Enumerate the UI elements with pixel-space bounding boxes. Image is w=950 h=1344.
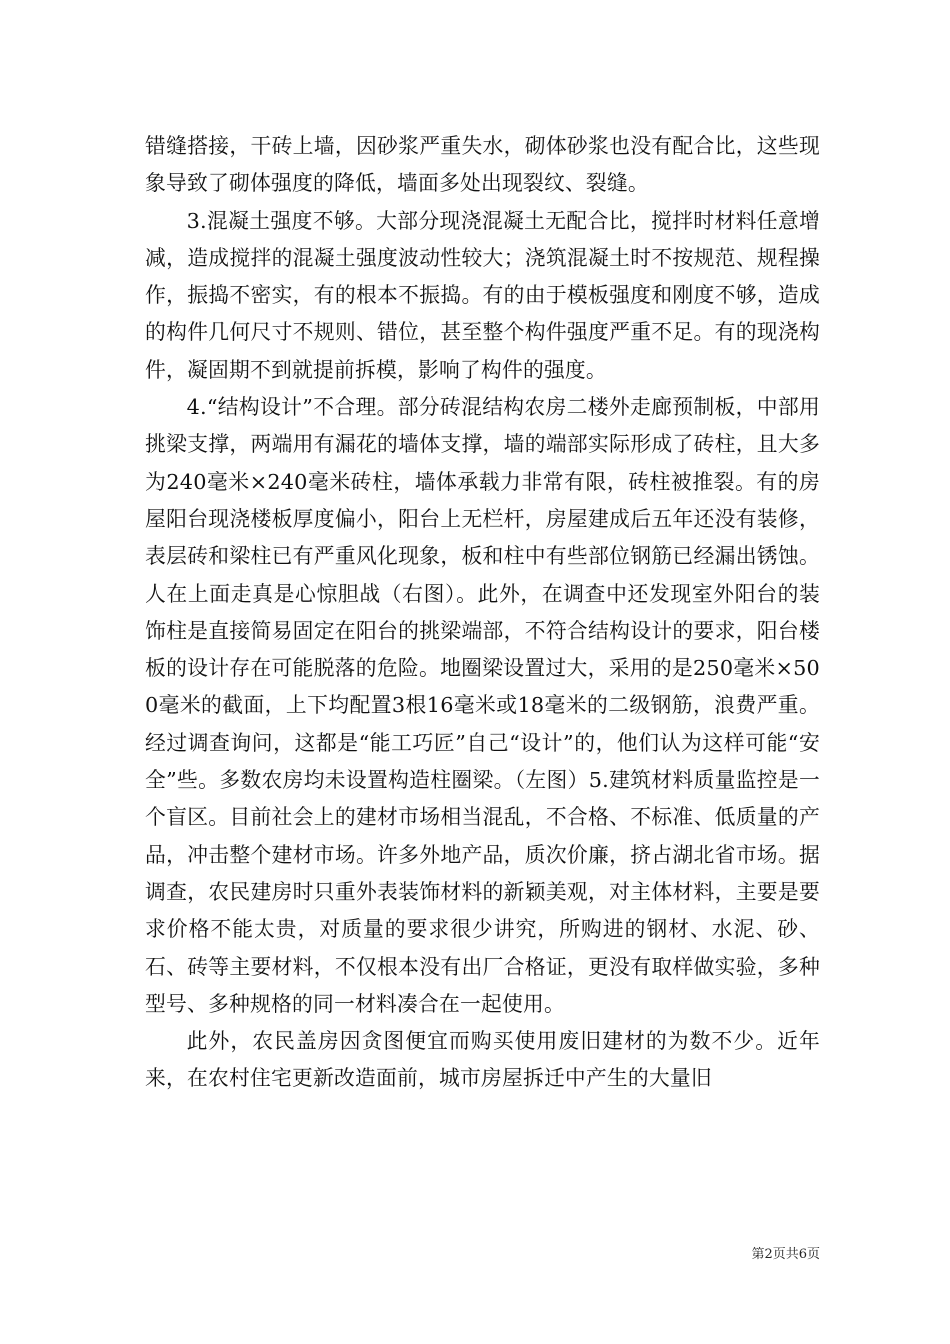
page-number-footer: 第2页共6页 xyxy=(751,1247,820,1262)
paragraph-structural-design: 4.“结构设计”不合理。部分砖混结构农房二楼外走廊预制板，中部用挑梁支撑，两端用有漏花的墙体支撑，墙的端部实际形成了砖柱，且大多为240毫米×240毫米砖柱，墙体承载力非常有限，砖柱被推裂。有的房屋阳台现浇楼板厚度偏小，阳台上无栏杆，房屋建成后五年还没有装修，表层砖和梁柱已有严重风化现象，板和柱中有些部位钢筋已经漏出锈蚀。人在上面走真是心惊胆战（右图）。此外，在调查中还发现室外阳台的装饰柱是直接简易固定在阳台的挑梁端部，不符合结构设计的要求，阳台楼板的设计存在可能脱落的危险。地圈梁设置过大，采用的是250毫米×500毫米的截面，上下均配置3根16毫米或18毫米的二级钢筋，浪费严重。经过调查询问，这都是“能工巧匠”自己“设计”的，他们认为这样可能“安全”些。多数农房均未设置构造柱圈梁。（左图）5.建筑材料质量监控是一个盲区。目前社会上的建材市场相当混乱，不合格、不标准、低质量的产品，冲击整个建材市场。许多外地产品，质次价廉，挤占湖北省市场。据调查，农民建房时只重外表装饰材料的新颖美观，对主体材料，主要是要求价格不能太贵，对质量的要求很少讲究，所购进的钢材、水泥、砂、石、砖等主要材料，不仅根本没有出厂合格证，更没有取样做实验，多种型号、多种规格的同一材料凑合在一起使用。 xyxy=(145,395,820,1016)
paragraph-concrete-strength: 3.混凝土强度不够。大部分现浇混凝土无配合比，搅拌时材料任意增减，造成搅拌的混凝土强度波动性较大；浇筑混凝土时不按规范、规程操作，振捣不密实，有的根本不振捣。有的由于模板强度和刚度不够，造成的构件几何尺寸不规则、错位，甚至整个构件强度严重不足。有的现浇构件，凝固期不到就提前拆模，影响了构件的强度。 xyxy=(145,208,820,382)
paragraph-used-materials: 此外，农民盖房因贪图便宜而购买使用废旧建材的为数不少。近年来，在农村住宅更新改造面前，城市房屋拆迁中产生的大量旧 xyxy=(145,1029,820,1091)
paragraph-continued: 错缝搭接，干砖上墙，因砂浆严重失水，砌体砂浆也没有配合比，这些现象导致了砌体强度的降低，墙面多处出现裂纹、裂缝。 xyxy=(145,134,820,196)
body-text xyxy=(145,128,820,1098)
